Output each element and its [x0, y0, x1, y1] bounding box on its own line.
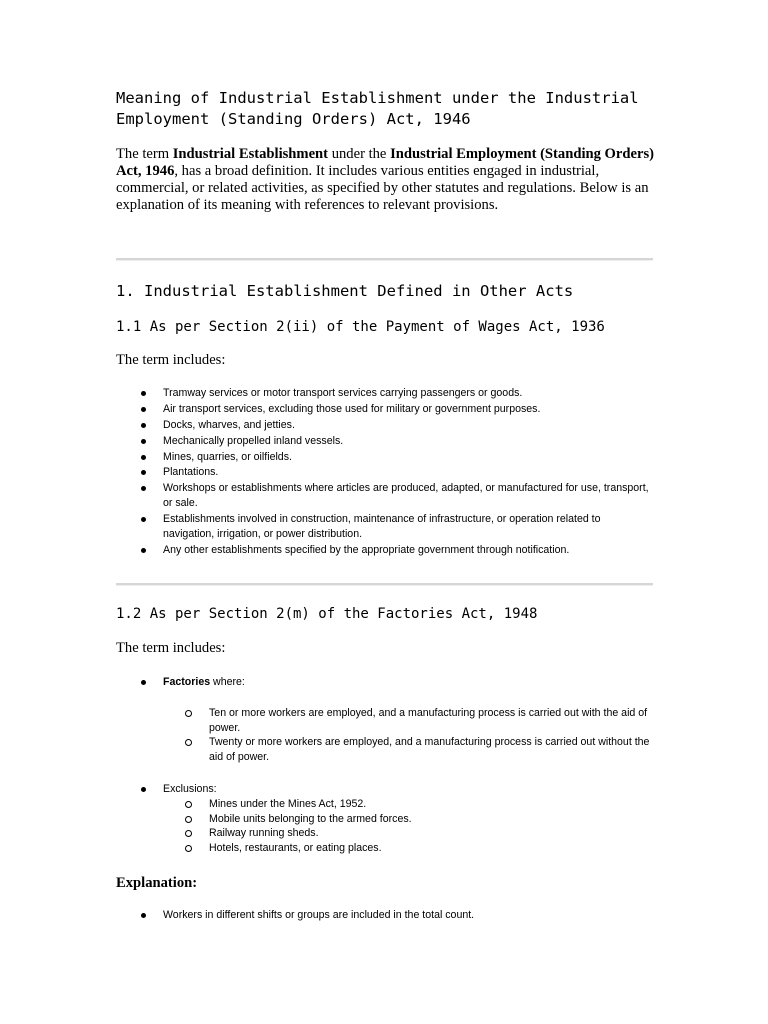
list-item: [184, 812, 654, 827]
bullet-icon: [141, 913, 146, 918]
horizontal-rule: [116, 258, 653, 261]
list-item: [138, 512, 654, 541]
bullet-icon: [141, 470, 146, 475]
factories-label-rest: where:: [210, 676, 245, 688]
intro-text-3: , has a broad definition. It includes various entities engaged in industrial, commercial, or related activities, as specified by other statutes and regulations. Below is an explanation of its meaning with references to relevant provisions.: [116, 163, 649, 213]
explanation-heading: Explanation:: [116, 875, 198, 891]
title-line-2: Employment (Standing Orders) Act, 1946: [116, 110, 471, 128]
list-item: [138, 418, 654, 433]
list-item-text: Air transport services, excluding those used for military or government purposes.: [163, 402, 541, 415]
intro-bold-term: Industrial Establishment: [172, 146, 329, 162]
list-item: [138, 465, 654, 480]
list-item: [138, 908, 654, 923]
list-item: [184, 841, 654, 856]
list-item-text: Hotels, restaurants, or eating places.: [209, 842, 382, 855]
title-line-1: Meaning of Industrial Establishment under the Industrial: [116, 89, 639, 107]
factories-label: Factories: [163, 676, 211, 688]
explanation-list: [138, 908, 654, 924]
exclusions-list: [138, 782, 654, 798]
list-item-text: Ten or more workers are employed, and a manufacturing process is carried out with the aid of power.: [209, 707, 648, 734]
bullet-icon: [141, 680, 146, 685]
circle-bullet-icon: [185, 801, 192, 808]
wages-act-list: [138, 386, 654, 558]
list-item: [184, 826, 654, 841]
bullet-icon: [141, 486, 146, 491]
document-title: [116, 88, 656, 130]
list-item: [138, 782, 654, 797]
bullet-icon: [141, 407, 146, 412]
circle-bullet-icon: [185, 845, 192, 852]
horizontal-rule: [116, 583, 653, 586]
list-item-text: Mechanically propelled inland vessels.: [163, 434, 344, 447]
list-item-text: Docks, wharves, and jetties.: [163, 418, 295, 431]
list-item-text: Mobile units belonging to the armed forces.: [209, 812, 412, 825]
bullet-icon: [141, 439, 146, 444]
exclusions-sub-list: [184, 797, 654, 856]
circle-bullet-icon: [185, 816, 192, 823]
circle-bullet-icon: [185, 739, 192, 746]
section-1-2-heading: 1.2 As per Section 2(m) of the Factories Act, 1948: [116, 606, 538, 622]
section-1-1-heading: 1.1 As per Section 2(ii) of the Payment of Wages Act, 1936: [116, 319, 605, 335]
bullet-icon: [141, 423, 146, 428]
circle-bullet-icon: [185, 830, 192, 837]
list-item: [138, 675, 654, 690]
list-item-text: Tramway services or motor transport services carrying passengers or goods.: [163, 387, 523, 399]
bullet-icon: [141, 391, 146, 396]
intro-text-2: under the: [328, 146, 391, 162]
list-item: [138, 402, 654, 417]
section-1-heading: 1. Industrial Establishment Defined in Other Acts: [116, 282, 574, 300]
intro-bold-act: Industrial Employment (Standing Orders) Act, 1946: [116, 146, 654, 179]
list-item-text: Workshops or establishments where articles are produced, adapted, or manufactured for use, transport, or sale.: [163, 482, 649, 510]
list-item: [138, 434, 654, 449]
list-item-text: Mines under the Mines Act, 1952.: [209, 798, 367, 810]
list-item: [138, 543, 654, 558]
bullet-icon: [141, 517, 146, 522]
list-item: [184, 735, 654, 764]
list-item: [184, 706, 654, 735]
factories-conditions-list: [184, 706, 654, 765]
bullet-icon: [141, 455, 146, 460]
list-item-text: Establishments involved in construction, maintenance of infrastructure, or operation related to navigation, irrigation, or power distribution.: [163, 512, 601, 540]
list-item-text: Any other establishments specified by the appropriate government through notification.: [163, 543, 570, 556]
intro-text-1: The term: [116, 146, 173, 162]
factories-list: [138, 675, 654, 691]
list-item: [138, 450, 654, 465]
list-item: [184, 797, 654, 812]
intro-paragraph: [116, 146, 656, 214]
list-item-text: Plantations.: [163, 466, 219, 479]
list-item-text: Mines, quarries, or oilfields.: [163, 450, 292, 463]
exclusions-label: Exclusions:: [163, 783, 217, 795]
list-item-text: Twenty or more workers are employed, and a manufacturing process is carried out without the aid of power.: [209, 736, 650, 764]
list-item: [138, 386, 654, 401]
bullet-icon: [141, 787, 146, 792]
section-1-1-lead: The term includes:: [116, 352, 226, 368]
section-1-2-lead: The term includes:: [116, 640, 226, 656]
list-item-text: Workers in different shifts or groups are included in the total count.: [163, 909, 475, 921]
bullet-icon: [141, 548, 146, 553]
circle-bullet-icon: [185, 710, 192, 717]
list-item-text: Railway running sheds.: [209, 827, 319, 840]
list-item: [138, 481, 654, 510]
